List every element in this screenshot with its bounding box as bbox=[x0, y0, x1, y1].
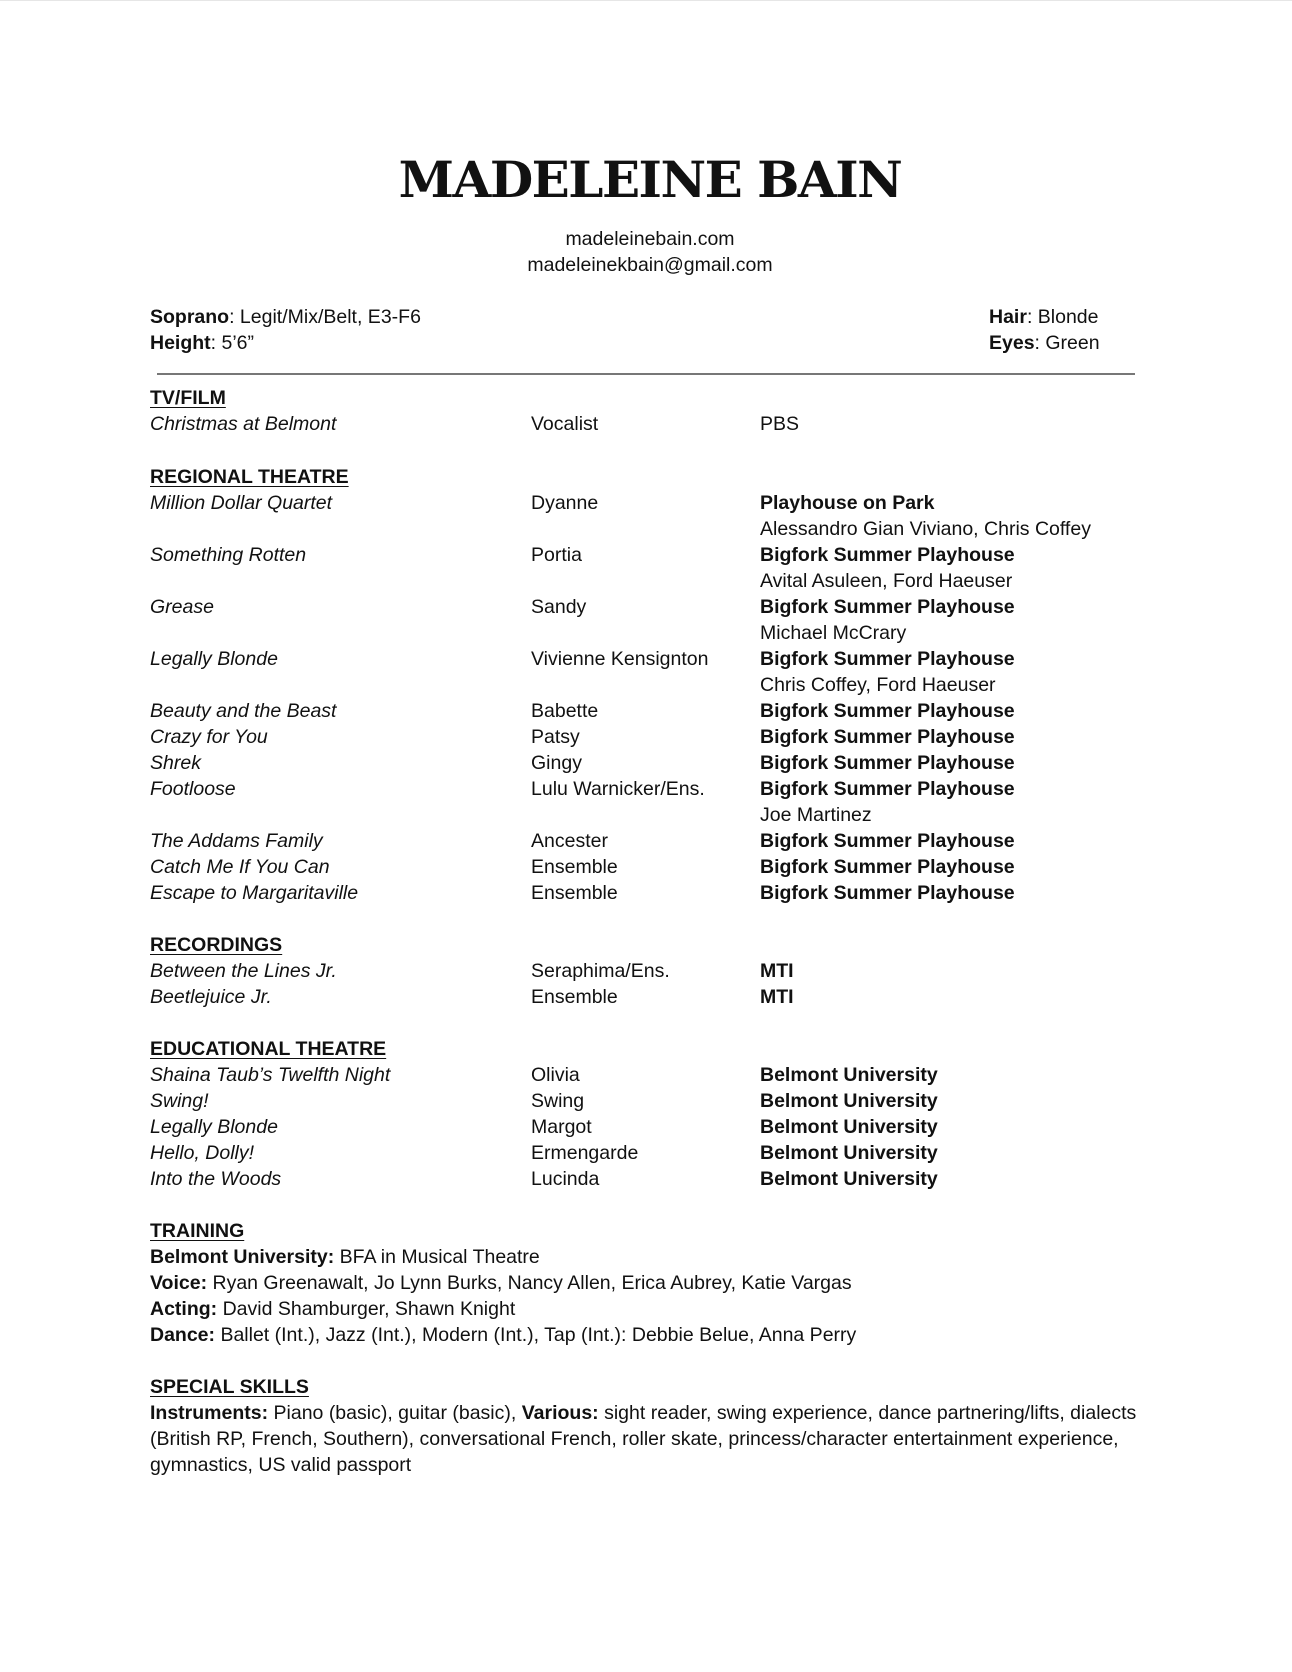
credit-role: Dyanne bbox=[531, 492, 599, 514]
credit-director: Avital Asuleen, Ford Haeuser bbox=[760, 570, 1013, 592]
various-text: sight reader, swing experience, dance partnering/lifts, dialects (British RP, French, Southern), conversational French, roller skate, princess/character entertainment experience, gymnastics, US valid passport bbox=[150, 1402, 1137, 1476]
credit-venue: Belmont University bbox=[760, 1142, 938, 1164]
section-special-skills bbox=[150, 1374, 1150, 1478]
vitals-right bbox=[989, 304, 1100, 356]
eyes-value: : Green bbox=[1034, 332, 1100, 354]
website-link[interactable]: madeleinebain.com bbox=[565, 228, 735, 250]
credit-title: Legally Blonde bbox=[150, 1116, 278, 1138]
credit-venue: Belmont University bbox=[760, 1168, 938, 1190]
credit-title: Catch Me If You Can bbox=[150, 856, 330, 878]
credit-title: Christmas at Belmont bbox=[150, 413, 337, 435]
training-text: Ryan Greenawalt, Jo Lynn Burks, Nancy Allen, Erica Aubrey, Katie Vargas bbox=[207, 1272, 852, 1294]
credit-venue: MTI bbox=[760, 960, 794, 982]
section-heading: SPECIAL SKILLS bbox=[150, 1376, 309, 1398]
height-value: : 5’6” bbox=[210, 332, 255, 354]
actor-name: MADELEINE BAIN bbox=[398, 150, 902, 209]
section-training bbox=[150, 1218, 1150, 1348]
credit-venue: Bigfork Summer Playhouse bbox=[760, 726, 1015, 748]
credit-venue: Playhouse on Park bbox=[760, 492, 935, 514]
credit-row bbox=[150, 776, 1150, 828]
credit-row bbox=[150, 646, 1150, 698]
header-divider bbox=[157, 373, 1135, 375]
training-text: BFA in Musical Theatre bbox=[334, 1246, 540, 1268]
voice-type bbox=[150, 304, 421, 330]
credit-role: Patsy bbox=[531, 726, 580, 748]
credit-role: Ermengarde bbox=[531, 1142, 639, 1164]
credit-title: Legally Blonde bbox=[150, 648, 278, 670]
credit-title: Something Rotten bbox=[150, 544, 307, 566]
credit-venue-block bbox=[760, 1166, 938, 1192]
instruments-label: Instruments: bbox=[150, 1402, 269, 1424]
credit-role: Sandy bbox=[531, 596, 587, 618]
section-heading: REGIONAL THEATRE bbox=[150, 466, 349, 488]
credit-row bbox=[150, 724, 1150, 750]
credit-venue-block bbox=[760, 724, 1015, 750]
credit-row bbox=[150, 984, 1150, 1010]
credit-venue-block bbox=[760, 750, 1015, 776]
credit-title: Footloose bbox=[150, 778, 236, 800]
hair-label: Hair bbox=[989, 306, 1027, 328]
credit-title: Between the Lines Jr. bbox=[150, 960, 337, 982]
credit-title: Shrek bbox=[150, 752, 201, 774]
credit-venue-block bbox=[760, 490, 1091, 542]
height bbox=[150, 330, 421, 356]
contact-block bbox=[150, 226, 1150, 278]
credit-role: Vivienne Kensignton bbox=[531, 648, 709, 670]
voice-type-value: : Legit/Mix/Belt, E3-F6 bbox=[229, 306, 421, 328]
credit-row bbox=[150, 1088, 1150, 1114]
training-label: Voice: bbox=[150, 1272, 208, 1294]
credit-title: Beauty and the Beast bbox=[150, 700, 337, 722]
credit-venue-block bbox=[760, 880, 1015, 906]
training-line bbox=[150, 1244, 1150, 1270]
credit-venue: Bigfork Summer Playhouse bbox=[760, 544, 1015, 566]
credit-venue: Belmont University bbox=[760, 1116, 938, 1138]
height-label: Height bbox=[150, 332, 211, 354]
credit-title: Crazy for You bbox=[150, 726, 268, 748]
credit-director: Michael McCrary bbox=[760, 622, 907, 644]
credit-row bbox=[150, 880, 1150, 906]
credit-role: Lucinda bbox=[531, 1168, 600, 1190]
credit-title: Swing! bbox=[150, 1090, 209, 1112]
credit-director: Joe Martinez bbox=[760, 804, 872, 826]
credit-venue-block bbox=[760, 958, 794, 984]
credit-title: Escape to Margaritaville bbox=[150, 882, 359, 904]
credit-venue-block bbox=[760, 1088, 938, 1114]
credit-venue-block bbox=[760, 698, 1015, 724]
credit-role: Babette bbox=[531, 700, 599, 722]
training-label: Acting: bbox=[150, 1298, 218, 1320]
credit-venue-block bbox=[760, 646, 1015, 698]
credit-venue-block bbox=[760, 1140, 938, 1166]
credit-venue: Bigfork Summer Playhouse bbox=[760, 778, 1015, 800]
credit-row bbox=[150, 1140, 1150, 1166]
training-line bbox=[150, 1322, 1150, 1348]
training-text: Ballet (Int.), Jazz (Int.), Modern (Int.), Tap (Int.): Debbie Belue, Anna Perry bbox=[215, 1324, 857, 1346]
credit-row bbox=[150, 1114, 1150, 1140]
credit-venue-block bbox=[760, 854, 1015, 880]
credit-role: Vocalist bbox=[531, 413, 599, 435]
section-tv-film bbox=[150, 385, 1150, 437]
section-educational-theatre bbox=[150, 1036, 1150, 1192]
eyes-label: Eyes bbox=[989, 332, 1035, 354]
credit-venue-block bbox=[760, 1062, 938, 1088]
credit-title: Shaina Taub’s Twelfth Night bbox=[150, 1064, 391, 1086]
credit-row bbox=[150, 1166, 1150, 1192]
credit-title: Beetlejuice Jr. bbox=[150, 986, 272, 1008]
section-heading: TV/FILM bbox=[150, 387, 226, 409]
credit-role: Ensemble bbox=[531, 882, 618, 904]
section-recordings bbox=[150, 932, 1150, 1010]
section-regional-theatre bbox=[150, 464, 1150, 906]
email-link[interactable]: madeleinekbain@gmail.com bbox=[527, 254, 773, 276]
credit-venue: PBS bbox=[760, 413, 800, 435]
credit-role: Ancester bbox=[531, 830, 608, 852]
credit-venue: MTI bbox=[760, 986, 794, 1008]
skills-paragraph bbox=[150, 1400, 1150, 1478]
credit-row bbox=[150, 411, 1150, 437]
credit-venue-block bbox=[760, 984, 794, 1010]
credit-role: Margot bbox=[531, 1116, 592, 1138]
voice-type-label: Soprano bbox=[150, 306, 230, 328]
credit-venue-block bbox=[760, 1114, 938, 1140]
credit-venue: Bigfork Summer Playhouse bbox=[760, 700, 1015, 722]
section-heading: EDUCATIONAL THEATRE bbox=[150, 1038, 387, 1060]
credit-row bbox=[150, 854, 1150, 880]
credit-title: Million Dollar Quartet bbox=[150, 492, 333, 514]
credit-venue: Bigfork Summer Playhouse bbox=[760, 830, 1015, 852]
credit-row bbox=[150, 490, 1150, 542]
credit-title: Into the Woods bbox=[150, 1168, 282, 1190]
credit-row bbox=[150, 698, 1150, 724]
section-heading: TRAINING bbox=[150, 1220, 245, 1242]
credit-venue: Belmont University bbox=[760, 1090, 938, 1112]
credit-title: The Addams Family bbox=[150, 830, 323, 852]
credit-venue: Bigfork Summer Playhouse bbox=[760, 596, 1015, 618]
credit-director: Chris Coffey, Ford Haeuser bbox=[760, 674, 996, 696]
credit-role: Olivia bbox=[531, 1064, 580, 1086]
credit-role: Swing bbox=[531, 1090, 585, 1112]
credit-role: Gingy bbox=[531, 752, 582, 774]
instruments-text: Piano (basic), guitar (basic), bbox=[268, 1402, 522, 1424]
credit-role: Lulu Warnicker/Ens. bbox=[531, 778, 705, 800]
credit-venue-block bbox=[760, 776, 1015, 828]
training-label: Belmont University: bbox=[150, 1246, 335, 1268]
credit-role: Ensemble bbox=[531, 856, 618, 878]
credit-venue-block bbox=[760, 828, 1015, 854]
credit-venue-block bbox=[760, 542, 1015, 594]
credit-role: Ensemble bbox=[531, 986, 618, 1008]
training-line bbox=[150, 1296, 1150, 1322]
training-label: Dance: bbox=[150, 1324, 216, 1346]
credit-row bbox=[150, 750, 1150, 776]
hair-value: : Blonde bbox=[1026, 306, 1099, 328]
training-line bbox=[150, 1270, 1150, 1296]
credit-venue: Bigfork Summer Playhouse bbox=[760, 856, 1015, 878]
credit-row bbox=[150, 594, 1150, 646]
credit-venue: Bigfork Summer Playhouse bbox=[760, 752, 1015, 774]
credit-row bbox=[150, 828, 1150, 854]
eyes bbox=[989, 330, 1100, 356]
credit-venue-block bbox=[760, 594, 1015, 646]
credit-venue: Bigfork Summer Playhouse bbox=[760, 648, 1015, 670]
vitals-left bbox=[150, 304, 421, 356]
section-heading: RECORDINGS bbox=[150, 934, 283, 956]
credit-title: Grease bbox=[150, 596, 214, 618]
credit-row bbox=[150, 958, 1150, 984]
credit-role: Portia bbox=[531, 544, 582, 566]
training-text: David Shamburger, Shawn Knight bbox=[217, 1298, 516, 1320]
credit-row bbox=[150, 542, 1150, 594]
credit-venue: Belmont University bbox=[760, 1064, 938, 1086]
credit-role: Seraphima/Ens. bbox=[531, 960, 670, 982]
credit-title: Hello, Dolly! bbox=[150, 1142, 255, 1164]
various-label: Various: bbox=[521, 1402, 599, 1424]
hair bbox=[989, 304, 1100, 330]
credit-director: Alessandro Gian Viviano, Chris Coffey bbox=[760, 518, 1091, 540]
credit-venue: Bigfork Summer Playhouse bbox=[760, 882, 1015, 904]
credit-row bbox=[150, 1062, 1150, 1088]
page-top-edge bbox=[0, 0, 1292, 1]
